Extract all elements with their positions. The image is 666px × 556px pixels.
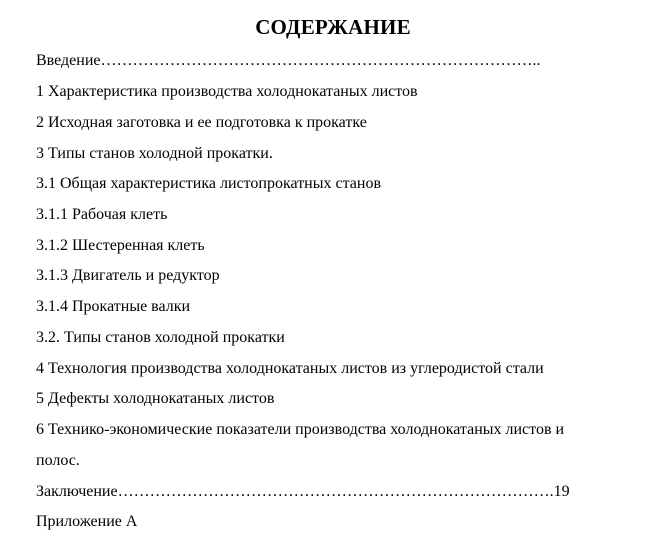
- toc-entry-3-1: 3.1 Общая характеристика листопрокатных станов: [36, 175, 381, 192]
- toc-entry-3-1-3: 3.1.3 Двигатель и редуктор: [36, 267, 220, 284]
- page-title: СОДЕРЖАНИЕ: [255, 15, 411, 39]
- toc-entry-1: 1 Характеристика производства холоднокатаных листов: [36, 83, 418, 100]
- toc-entry-6-continuation: полос.: [36, 452, 80, 469]
- toc-entry-appendix-a: Приложение А: [36, 513, 138, 530]
- toc-entry-6: 6 Технико-экономические показатели производства холоднокатаных листов и: [36, 421, 565, 438]
- toc-entry-3: 3 Типы станов холодной прокатки.: [36, 145, 273, 162]
- toc-entry-conclusion: Заключение……………………………………………………………………….19: [36, 483, 570, 500]
- toc-entry-3-1-4: 3.1.4 Прокатные валки: [36, 298, 191, 315]
- toc-entry-3-1-2: 3.1.2 Шестеренная клеть: [36, 237, 205, 254]
- toc-entry-3-2: 3.2. Типы станов холодной прокатки: [36, 329, 285, 346]
- toc-entry-4: 4 Технология производства холоднокатаных листов из углеродистой стали: [36, 360, 544, 377]
- toc-entry-3-1-1: 3.1.1 Рабочая клеть: [36, 206, 168, 223]
- toc-entry-2: 2 Исходная заготовка и ее подготовка к прокатке: [36, 114, 367, 131]
- toc-entry-5: 5 Дефекты холоднокатаных листов: [36, 390, 275, 407]
- toc-entry-introduction: Введение………………………………………………………………………..: [36, 52, 541, 69]
